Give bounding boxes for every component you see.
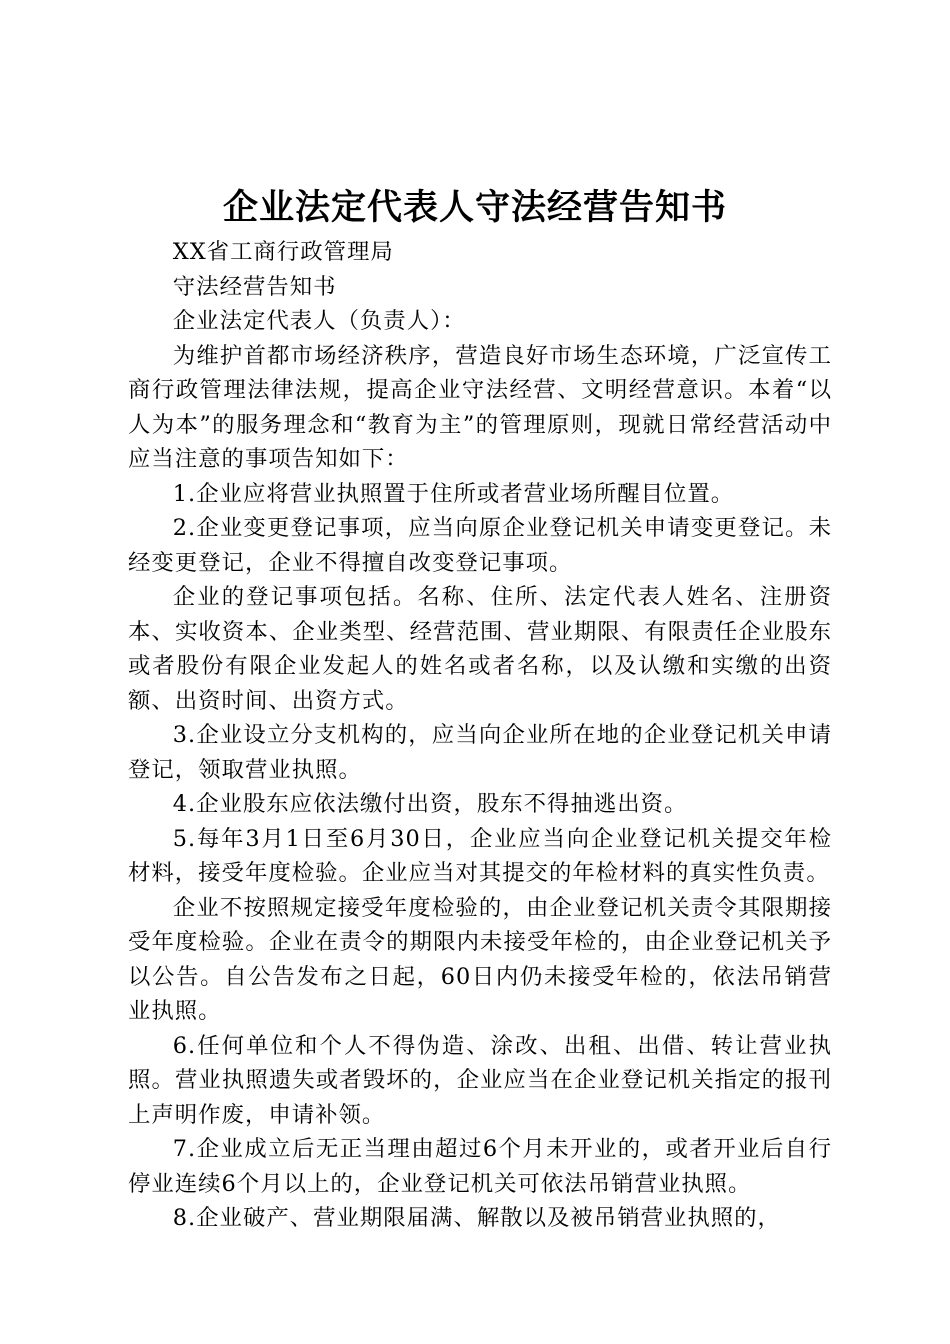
- notice-name-line: 守法经营告知书: [172, 273, 337, 300]
- item-1-paragraph: 1.企业应将营业执照置于住所或者营业场所醒目位置。: [172, 480, 735, 507]
- registration-items-paragraph: 企业的登记事项包括。名称、住所、法定代表人姓名、注册资本、实收资本、企业类型、经营范围、营业期限、有限责任企业股东或者股份有限企业发起人的姓名或者名称，以及认缴和实缴的出资额、出资时间、出资方式。: [128, 584, 832, 714]
- item-5-paragraph: 5.每年3月1日至6月30日，企业应当向企业登记机关提交年检材料，接受年度检验。企业应当对其提交的年检材料的真实性负责。: [128, 825, 832, 886]
- item-2-paragraph: 2.企业变更登记事项，应当向原企业登记机关申请变更登记。未经变更登记，企业不得擅自改变登记事项。: [128, 515, 832, 576]
- issuer-line: XX省工商行政管理局: [172, 239, 394, 265]
- annual-inspection-paragraph: 企业不按照规定接受年度检验的，由企业登记机关责令其限期接受年度检验。企业在责令的期限内未接受年检的，由企业登记机关予以公告。自公告发布之日起，60日内仍未接受年检的，依法吊销营业执照。: [128, 894, 832, 1024]
- document-body: [128, 235, 832, 1236]
- document-title: 企业法定代表人守法经营告知书: [222, 188, 727, 228]
- item-4-paragraph: 4.企业股东应依法缴付出资，股东不得抽逃出资。: [172, 791, 688, 817]
- item-8-paragraph: 8.企业破产、营业期限届满、解散以及被吊销营业执照的，: [172, 1205, 781, 1231]
- item-7-paragraph: 7.企业成立后无正当理由超过6个月未开业的，或者开业后自行停业连续6个月以上的，企业登记机关可依法吊销营业执照。: [128, 1136, 832, 1197]
- item-3-paragraph: 3.企业设立分支机构的，应当向企业所在地的企业登记机关申请登记，领取营业执照。: [128, 722, 832, 783]
- salutation-line: 企业法定代表人（负责人）：: [172, 308, 466, 334]
- intro-paragraph: 为维护首都市场经济秩序，营造良好市场生态环境，广泛宣传工商行政管理法律法规，提高企业守法经营、文明经营意识。本着“以人为本”的服务理念和“教育为主”的管理原则，现就日常经营活动中应当注意的事项告知如下：: [128, 342, 832, 472]
- item-6-paragraph: 6.任何单位和个人不得伪造、涂改、出租、出借、转让营业执照。营业执照遗失或者毁坏的，企业应当在企业登记机关指定的报刊上声明作废，申请补领。: [128, 1032, 832, 1128]
